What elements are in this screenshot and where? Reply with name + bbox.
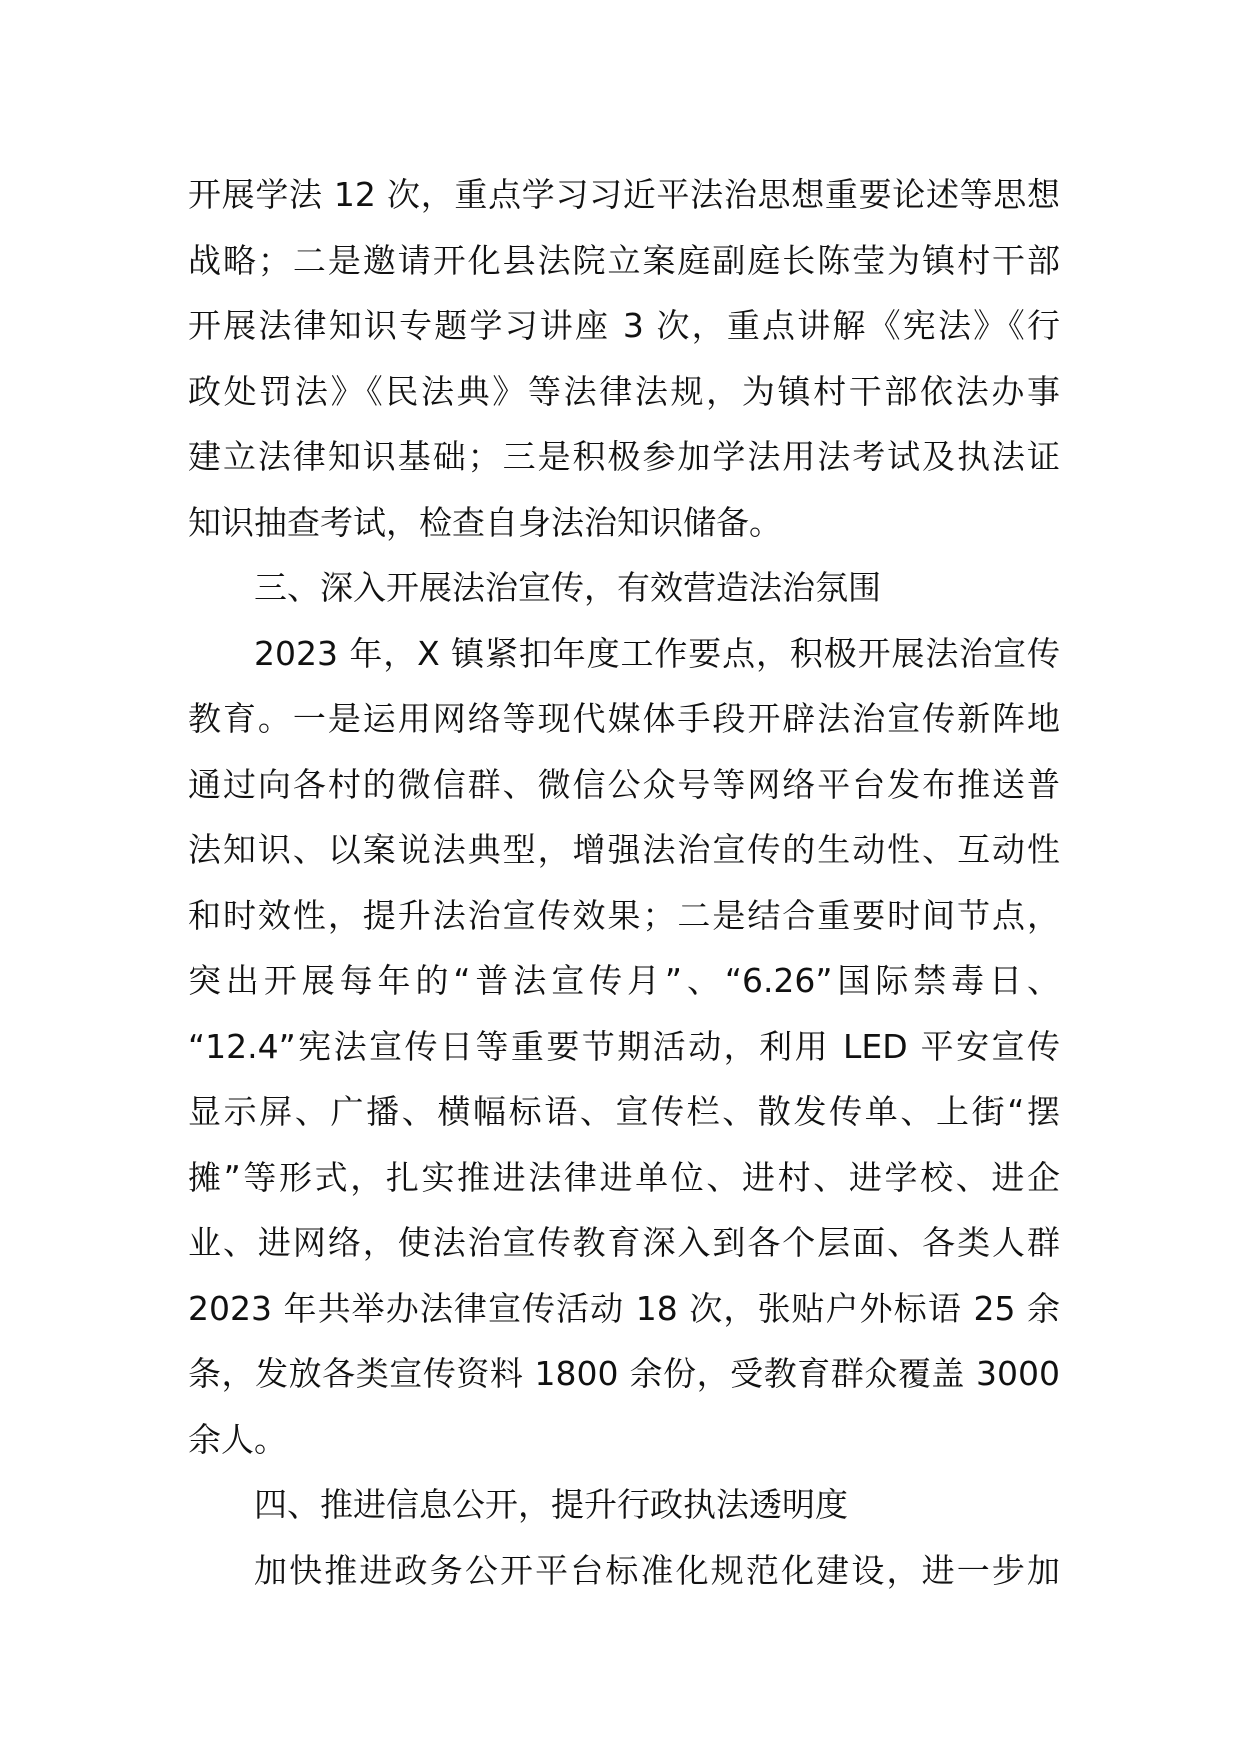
- text-line: 法知识、以案说法典型，增强法治宣传的生动性、互动性: [188, 830, 1060, 869]
- text-line: 显示屏、广播、横幅标语、宣传栏、散发传单、上街“摆: [188, 1092, 1060, 1131]
- text-line: 开展法律知识专题学习讲座 3 次，重点讲解《宪法》《行: [188, 306, 1060, 345]
- text-line: 条，发放各类宣传资料 1800 余份，受教育群众覆盖 3000: [188, 1354, 1060, 1393]
- text-line: 建立法律知识基础；三是积极参加学法用法考试及执法证: [188, 437, 1060, 476]
- text-line: 战略；二是邀请开化县法院立案庭副庭长陈莹为镇村干部: [188, 240, 1060, 280]
- section-heading: 四、推进信息公开，提升行政执法透明度: [254, 1485, 848, 1524]
- text-line: 业、进网络，使法治宣传教育深入到各个层面、各类人群: [188, 1223, 1060, 1262]
- text-line: 知识抽查考试，检查自身法治知识储备。: [188, 502, 782, 542]
- body-text: [188, 162, 1060, 1603]
- text-line: 和时效性，提升法治宣传效果；二是结合重要时间节点，: [188, 895, 1060, 935]
- text-line: 教育。一是运用网络等现代媒体手段开辟法治宣传新阵地: [188, 699, 1060, 738]
- text-line: 突出开展每年的“普法宣传月”、“6.26”国际禁毒日、: [188, 961, 1060, 1000]
- section-heading: 三、深入开展法治宣传，有效营造法治氛围: [254, 568, 881, 607]
- text-line: 2023 年，X 镇紧扣年度工作要点，积极开展法治宣传: [254, 633, 1060, 673]
- text-line: 开展学法 12 次，重点学习习近平法治思想重要论述等思想: [188, 175, 1060, 214]
- text-line: 加快推进政务公开平台标准化规范化建设，进一步加: [254, 1550, 1060, 1590]
- text-line: “12.4”宪法宣传日等重要节期活动，利用 LED 平安宣传: [188, 1026, 1060, 1066]
- text-line: 摊”等形式，扎实推进法律进单位、进村、进学校、进企: [188, 1157, 1060, 1197]
- text-line: 余人。: [188, 1419, 287, 1459]
- text-line: 通过向各村的微信群、微信公众号等网络平台发布推送普: [188, 764, 1060, 804]
- text-line: 2023 年共举办法律宣传活动 18 次，张贴户外标语 25 余: [188, 1288, 1060, 1328]
- text-line: 政处罚法》《民法典》等法律法规，为镇村干部依法办事: [188, 371, 1060, 411]
